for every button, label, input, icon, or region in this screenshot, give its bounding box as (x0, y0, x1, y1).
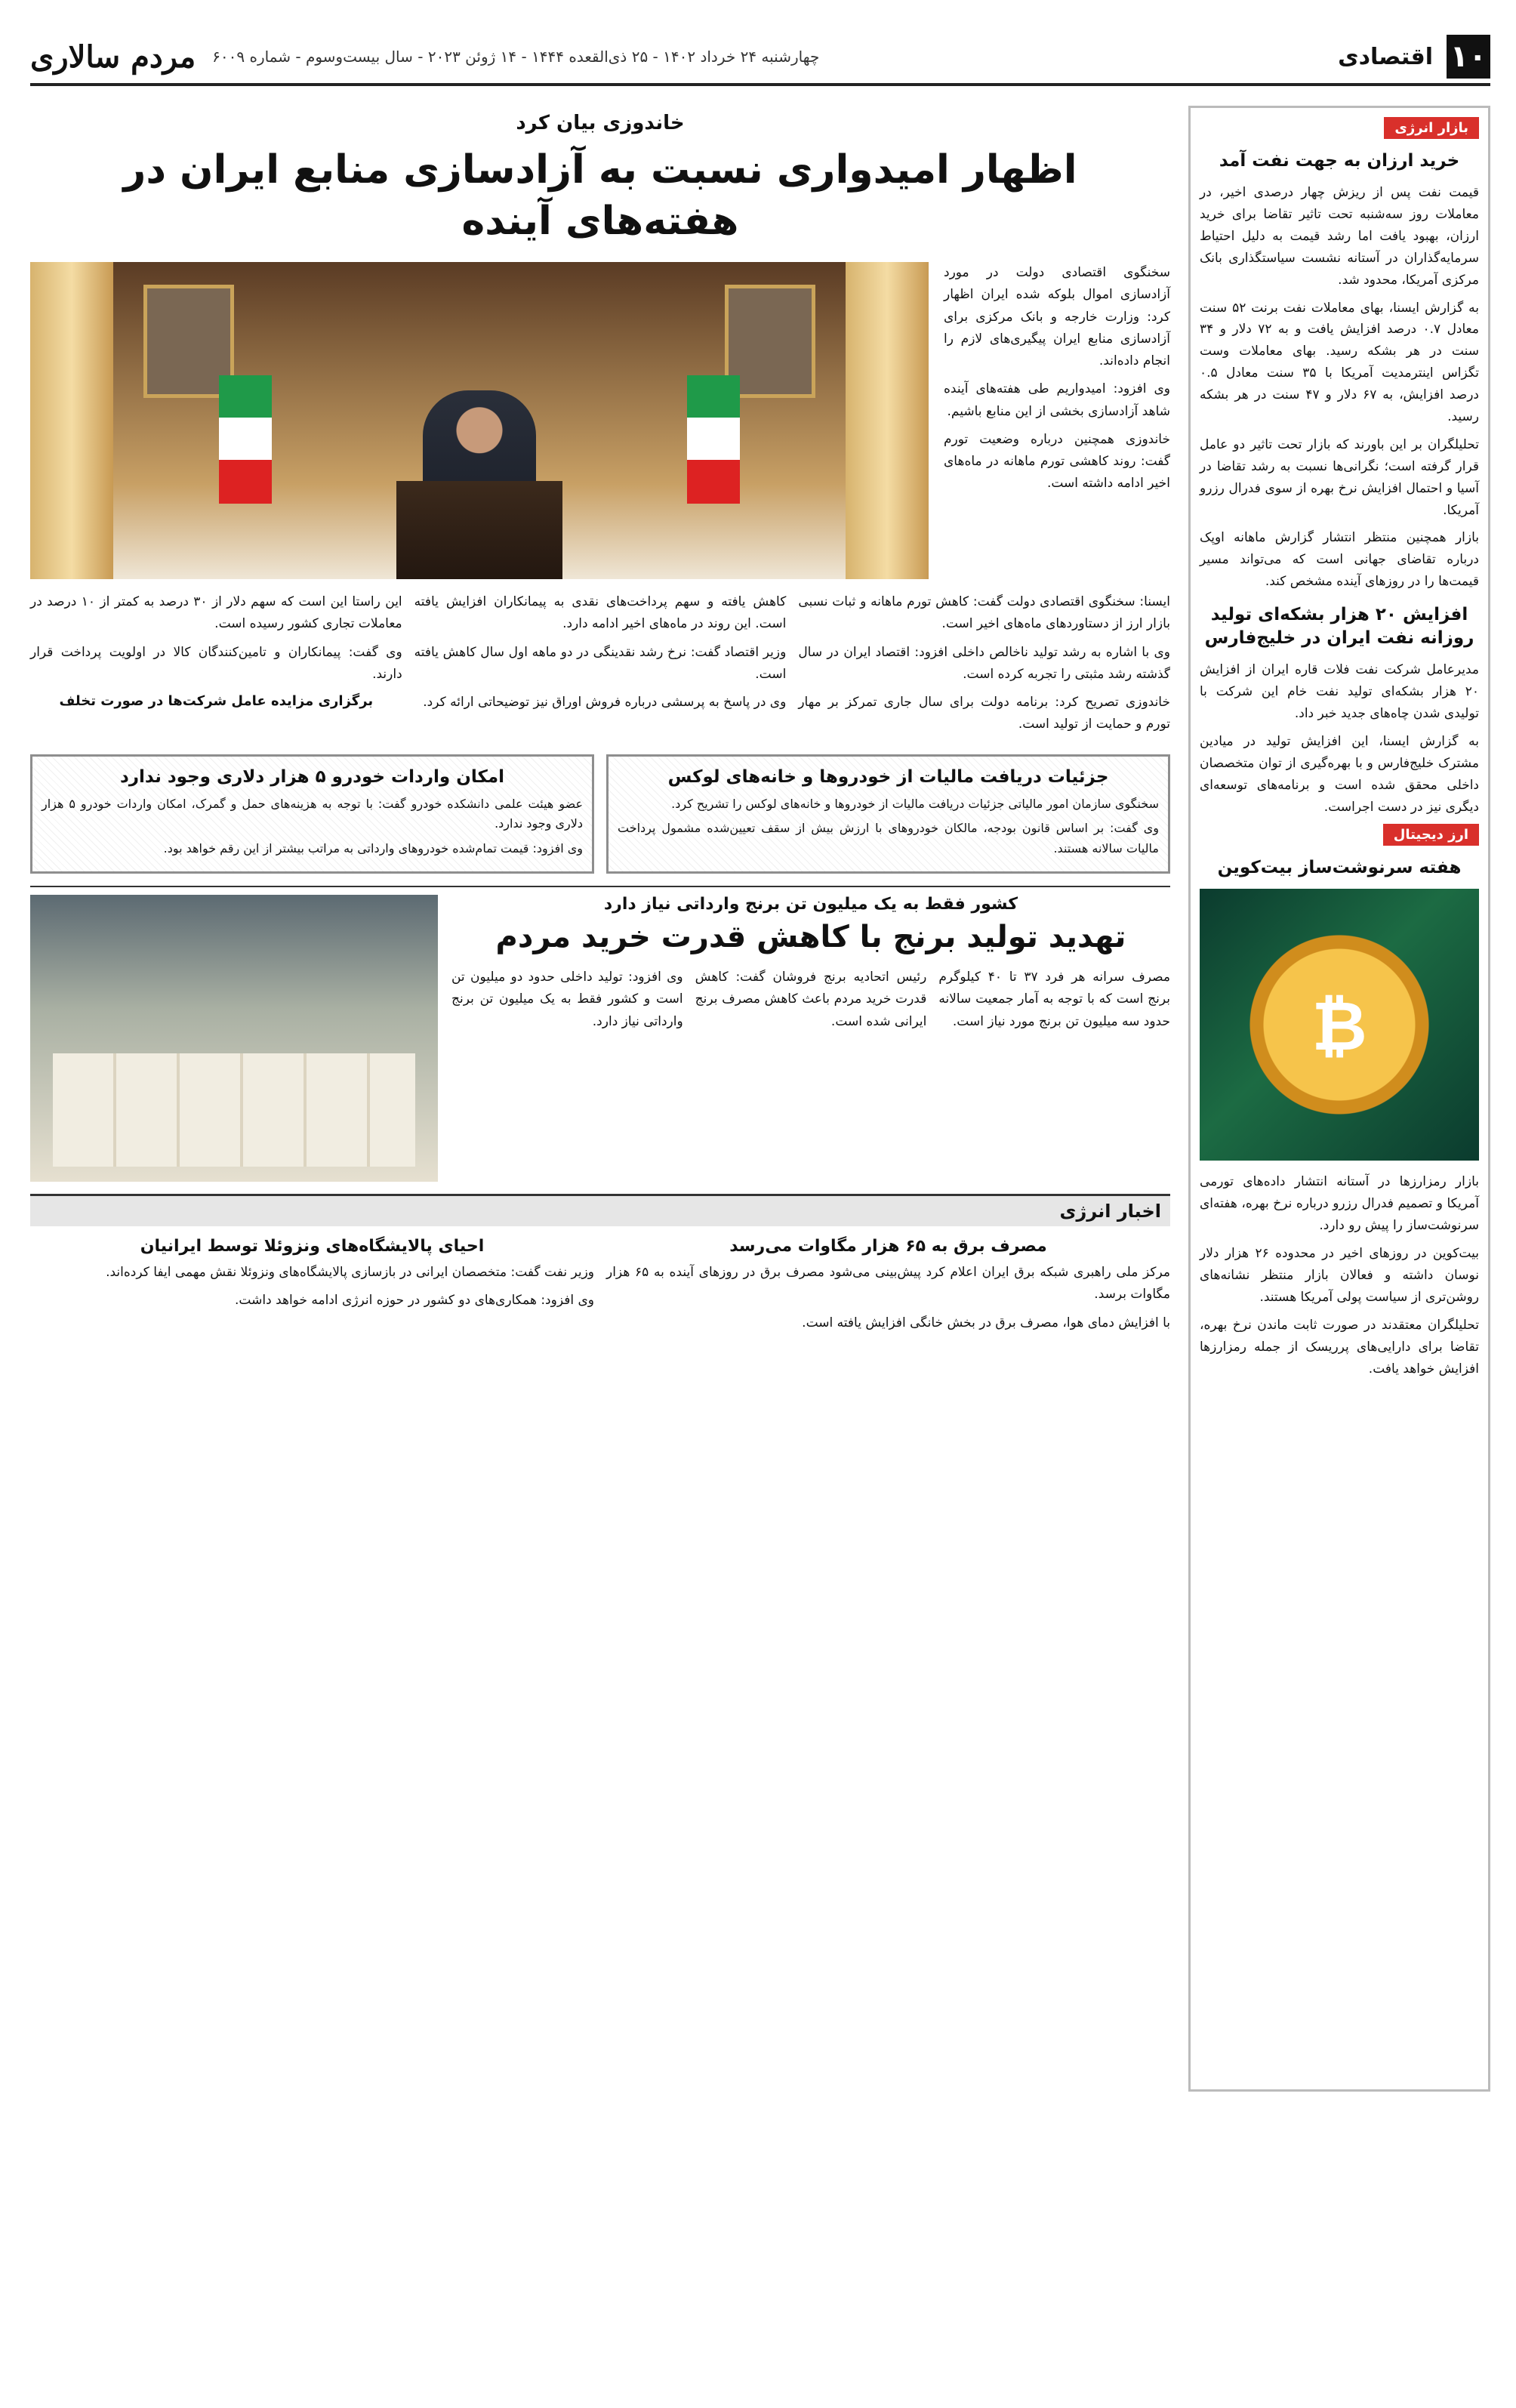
energy-story-electricity (606, 1234, 1170, 1340)
sidebar-story3-para: بیت‌کوین در روزهای اخیر در محدوده ۲۶ هزار دلار نوسان داشته و فعالان بازار منتظر نشانه‌های روشن‌تری از سیاست پولی آمریکا هستند. (1200, 1246, 1479, 1305)
lead-para: وی گفت: پیمانکاران و تامین‌کنندگان کالا در اولویت پرداخت قرار دارند. (29, 644, 402, 682)
lead-column (798, 591, 1170, 742)
main-content (30, 106, 1170, 2092)
sidebar-story1-para: به گزارش ایسنا، بهای معاملات نفت برنت ۵۲ سنت معادل ۰.۷ درصد افزایش یافت و به ۷۲ دلار و ۳۴ سنت در هر بشکه رسید. بهای معاملات وست تگزاس اینترمدیت آمریکا با ۳۵ سنت معادل ۰.۵ درصد افزایش، به ۶۷ دلار و ۴۷ سنت در هر بشکه رسید. (1200, 300, 1479, 424)
box-luxury-tax (606, 754, 1170, 874)
sidebar-tag-crypto: ارز دیجیتال (1383, 824, 1479, 846)
page-grid (30, 106, 1490, 2092)
sidebar-story2-para: مدیرعامل شرکت نفت فلات قاره ایران از افزایش ۲۰ هزار بشکه‌ای تولید نفت خام این شرکت با تولیدی شدن چاه‌های جدید خبر داد. (1200, 662, 1479, 721)
rice-story (30, 886, 1170, 1182)
rice-story-body (451, 895, 1170, 1182)
lead-para: کاهش یافته و سهم پرداخت‌های نقدی به پیمانکاران افزایش یافته است. این روند در ماه‌های اخیر ادامه دارد. (414, 594, 787, 632)
energy-news (30, 1194, 1170, 1340)
sidebar-story2-para: به گزارش ایسنا، این افزایش تولید در میادین مشترک خلیج‌فارس و با بهره‌گیری از توان متخصصان داخلی محقق شده است و برنامه‌های توسعه‌ای دیگری نیز در دست اجراست. (1200, 733, 1479, 815)
energy-para: مرکز ملی راهبری شبکه برق ایران اعلام کرد پیش‌بینی می‌شود مصرف برق در روزهای آینده به ۶۵ هزار مگاوات برسد. (606, 1265, 1170, 1303)
sidebar-story1-title: خرید ارزان به جهت نفت آمد (1219, 151, 1460, 171)
sidebar-story3-title: هفته سرنوشت‌ساز بیت‌کوین (1217, 858, 1462, 878)
energy-para: وی افزود: همکاری‌های دو کشور در حوزه انرژی ادامه خواهد داشت. (235, 1293, 594, 1309)
lead-story-body (30, 106, 1170, 262)
section-name: اقتصادی (1338, 43, 1433, 70)
lead-side-column (944, 262, 1170, 579)
lead-para: وزیر اقتصاد گفت: نرخ رشد نقدینگی در دو ماهه اول سال کاهش یافته است. (414, 644, 787, 682)
rice-para: مصرف سرانه هر فرد ۳۷ تا ۴۰ کیلوگرم برنج است که با توجه به آمار جمعیت سالانه حدود سه میلیون تن برنج مورد نیاز است. (938, 970, 1170, 1029)
lead-para: وی با اشاره به رشد تولید ناخالص داخلی افزود: اقتصاد ایران در سال گذشته رشد مثبتی را تجربه کرده است. (798, 644, 1170, 682)
lead-para: خاندوزی تصریح کرد: برنامه دولت برای سال جاری تمرکز بر مهار تورم و حمایت از تولید است. (798, 695, 1170, 732)
lead-para: این راستا این است که سهم دلار از ۳۰ درصد به کمتر از ۱۰ درصد در معاملات تجاری کشور رسیده است. (29, 594, 402, 632)
sidebar-story1-para: بازار همچنین منتظر انتشار گزارش ماهانه اوپک درباره تقاضای جهانی است که می‌تواند مسیر قیمت‌ها را در روزهای آینده مشخص کند. (1200, 530, 1479, 590)
rice-column (695, 967, 927, 1039)
podium (396, 481, 562, 579)
page-header (30, 30, 1490, 86)
sidebar-tag-energy-market: بازار انرژی (1384, 117, 1479, 139)
header-right (1338, 35, 1490, 79)
lead-kicker: خاندوزی بیان کرد (516, 112, 685, 134)
lead-story (30, 106, 1170, 262)
curtain-right (846, 262, 929, 579)
lead-side-para: خاندوزی همچنین درباره وضعیت تورم گفت: روند کاهشی تورم ماهانه در ماه‌های اخیر ادامه داشته است. (944, 431, 1170, 492)
rice-headline: تهدید تولید برنج با کاهش قدرت خرید مردم (495, 920, 1126, 955)
sidebar-story1-para: تحلیلگران بر این باورند که بازار تحت تاثیر دو عامل قرار گرفته است؛ نگرانی‌ها نسبت به رشد تقاضا در آسیا و احتمال افزایش نرخ بهره از سوی فدرال رزرو آمریکا. (1200, 436, 1479, 518)
energy-story1-title: مصرف برق به ۶۵ هزار مگاوات می‌رسد (729, 1237, 1047, 1256)
sidebar (1188, 106, 1490, 2092)
box-car-import (30, 754, 594, 874)
press-conference-photo (30, 262, 929, 579)
energy-story-venezuela (30, 1234, 594, 1340)
box-para: وی گفت: بر اساس قانون بودجه، مالکان خودروهای با ارزش بیش از سقف تعیین‌شده مشمول پرداخت مالیات سالانه هستند. (618, 821, 1159, 856)
flag-left (219, 375, 272, 504)
sidebar-story1-para: قیمت نفت پس از ریزش چهار درصدی اخیر، در معاملات روز سه‌شنبه تحت تاثیر تقاضا برای خرید ارزان، بهبود یافت اما رشد قیمت به دلیل احتیاط سرمایه‌گذاران در آستانه نشست سیاستگذاری بانک مرکزی آمریکا، محدود شد. (1200, 185, 1479, 288)
masthead: مردم سالاری (30, 39, 196, 75)
lead-para: ایسنا: سخنگوی اقتصادی دولت گفت: کاهش تورم ماهانه و ثبات نسبی بازار ارز از دستاوردهای ماه‌های اخیر است. (798, 594, 1170, 632)
rice-column (938, 967, 1170, 1039)
energy-para: وزیر نفت گفت: متخصصان ایرانی در بازسازی پالایشگاه‌های ونزوئلا نقش مهمی ایفا کرده‌اند. (106, 1265, 594, 1281)
sidebar-story3-para: بازار رمزارزها در آستانه انتشار داده‌های تورمی آمریکا و تصمیم فدرال رزرو درباره نرخ بهره، هفته‌ای سرنوشت‌ساز را پیش رو دارد. (1200, 1174, 1479, 1234)
box-para: وی افزود: قیمت تمام‌شده خودروهای وارداتی به مراتب بیشتر از این رقم خواهد بود. (163, 841, 583, 856)
rice-market-photo (30, 895, 438, 1182)
box-luxury-tax-title: جزئیات دریافت مالیات از خودروها و خانه‌های لوکس (667, 766, 1109, 787)
header-left (30, 39, 819, 75)
lead-column (30, 591, 402, 742)
energy-para: با افزایش دمای هوا، مصرف برق در بخش خانگی افزایش یافته است. (802, 1315, 1170, 1330)
page-number: ۱۰ (1447, 35, 1490, 79)
lead-side-para: وی افزود: امیدواریم طی هفته‌های آینده شاهد آزادسازی بخشی از این منابع باشیم. (944, 381, 1170, 419)
lead-column (414, 591, 787, 742)
bitcoin-photo (1200, 889, 1479, 1161)
bitcoin-icon: ₿ (1311, 987, 1367, 1067)
curtain-left (30, 262, 113, 579)
box-car-import-title: امکان واردات خودرو ۵ هزار دلاری وجود ندارد (119, 766, 504, 787)
energy-news-bar: اخبار انرژی (30, 1194, 1170, 1226)
energy-story2-title: احیای پالایشگاه‌های ونزوئلا توسط ایرانیان (140, 1237, 485, 1256)
flag-right (687, 375, 740, 504)
box-para: عضو هیئت علمی دانشکده خودرو گفت: با توجه به هزینه‌های حمل و گمرک، امکان واردات خودرو ۵ هزار دلاری وجود ندارد. (42, 796, 583, 831)
lead-para: وی در پاسخ به پرسشی درباره فروش اوراق نیز توضیحاتی ارائه کرد. (423, 695, 787, 711)
lead-photo-row (30, 262, 1170, 579)
rice-para: رئیس اتحادیه برنج فروشان گفت: کاهش قدرت خرید مردم باعث کاهش مصرف برنج ایرانی شده است. (695, 970, 927, 1029)
rice-column (451, 967, 683, 1039)
energy-columns (30, 1234, 1170, 1340)
sidebar-story2-title: افزایش ۲۰ هزار بشکه‌ای تولید روزانه نفت ایران در خلیج‌فارس (1204, 605, 1474, 649)
lead-columns (30, 591, 1170, 742)
lead-headline: اظهار امیدواری نسبت به آزادسازی منابع ایران در هفته‌های آینده (123, 147, 1077, 244)
lead-photo-wrap (30, 262, 929, 579)
boxed-stories (30, 754, 1170, 874)
rice-kicker: کشور فقط به یک میلیون تن برنج وارداتی نیاز دارد (603, 895, 1018, 914)
lead-subhead: برگزاری مزایده عامل شرکت‌ها در صورت تخلف (59, 693, 374, 710)
sidebar-story3-para: تحلیلگران معتقدند در صورت ثابت ماندن نرخ بهره، تقاضا برای دارایی‌های پرریسک از جمله رمزارزها افزایش خواهد یافت. (1200, 1317, 1479, 1377)
rice-para: وی افزود: تولید داخلی حدود دو میلیون تن است و کشور فقط به یک میلیون تن برنج وارداتی نیاز دارد. (451, 970, 683, 1029)
rice-columns (451, 967, 1170, 1039)
lead-side-para: سخنگوی اقتصادی دولت در مورد آزادسازی اموال بلوکه شده ایران اظهار کرد: وزارت خارجه و بانک مرکزی برای آزادسازی منابع ایران پیگیری‌های لازم را انجام داده‌اند. (944, 265, 1170, 369)
dateline: چهارشنبه ۲۴ خرداد ۱۴۰۲ - ۲۵ ذی‌القعده ۱۴۴۴ - ۱۴ ژوئن ۲۰۲۳ - سال بیست‌وسوم - شماره ۶۰۰۹ (212, 48, 820, 66)
box-para: سخنگوی سازمان امور مالیاتی جزئیات دریافت مالیات از خودروها و خانه‌های لوکس را تشریح کرد. (671, 796, 1159, 811)
